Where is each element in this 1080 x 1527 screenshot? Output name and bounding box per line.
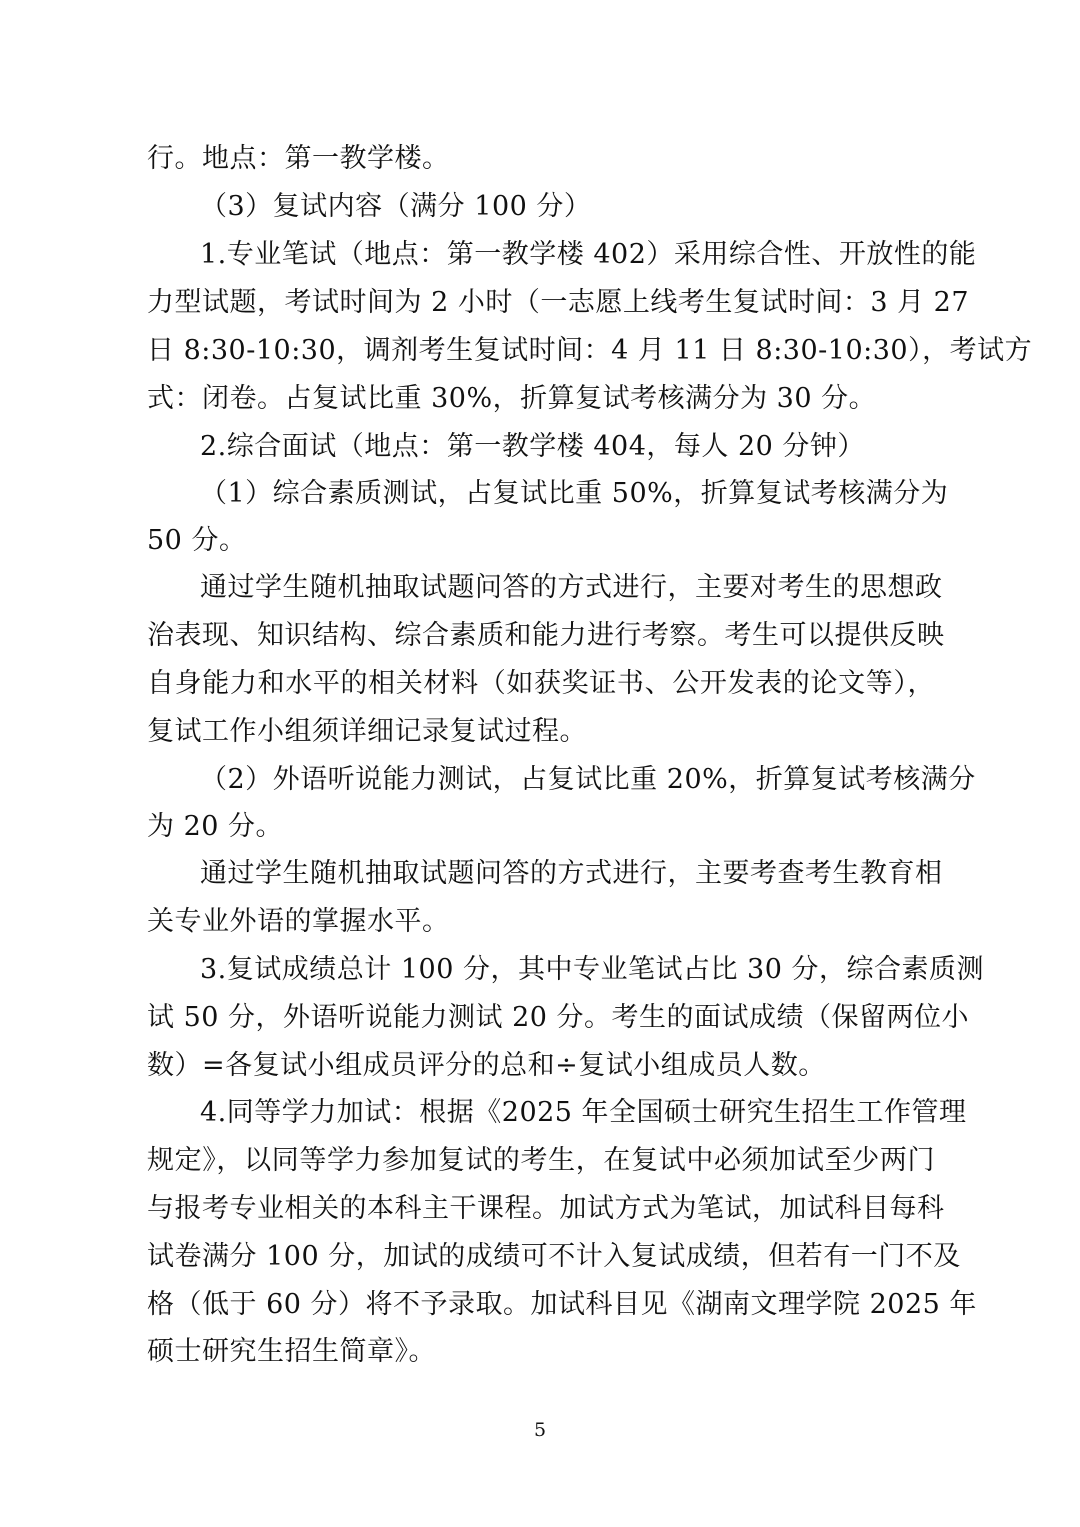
- text-line: 式：闭卷。占复试比重 30%，折算复试考核满分为 30 分。: [147, 383, 877, 414]
- text-line: 3.复试成绩总计 100 分，其中专业笔试占比 30 分，综合素质测: [200, 954, 984, 985]
- text-line: 行。地点：第一教学楼。: [147, 143, 450, 174]
- text-line: 4.同等学力加试：根据《2025 年全国硕士研究生招生工作管理: [200, 1097, 967, 1128]
- text-line: 与报考专业相关的本科主干课程。加试方式为笔试，加试科目每科: [147, 1193, 945, 1224]
- text-line: 日 8:30-10:30，调剂考生复试时间：4 月 11 日 8:30-10:30），考试方: [147, 335, 1033, 366]
- section-heading: （3）复试内容（满分 100 分）: [200, 191, 592, 222]
- text-line: 规定》，以同等学力参加复试的考生，在复试中必须加试至少两门: [147, 1145, 935, 1176]
- text-line: 自身能力和水平的相关材料（如获奖证书、公开发表的论文等），: [147, 668, 935, 699]
- text-line: （1）综合素质测试，占复试比重 50%，折算复试考核满分为: [200, 478, 949, 509]
- text-line: 关专业外语的掌握水平。: [147, 906, 450, 937]
- text-line: 治表现、知识结构、综合素质和能力进行考察。考生可以提供反映: [147, 620, 945, 651]
- page-number: 5: [533, 1419, 547, 1441]
- text-line: 通过学生随机抽取试题问答的方式进行，主要考查考生教育相: [200, 858, 943, 889]
- text-line: 硕士研究生招生简章》。: [147, 1336, 436, 1367]
- text-line: 2.综合面试（地点：第一教学楼 404，每人 20 分钟）: [200, 431, 865, 462]
- text-line: 通过学生随机抽取试题问答的方式进行，主要对考生的思想政: [200, 572, 943, 603]
- text-line: 力型试题，考试时间为 2 小时（一志愿上线考生复试时间：3 月 27: [147, 287, 970, 318]
- text-line: 试卷满分 100 分，加试的成绩可不计入复试成绩，但若有一门不及: [147, 1241, 961, 1272]
- text-line: （2）外语听说能力测试，占复试比重 20%，折算复试考核满分: [200, 764, 976, 795]
- text-line: 为 20 分。: [147, 811, 284, 842]
- text-line: 1.专业笔试（地点：第一教学楼 402）采用综合性、开放性的能: [200, 239, 977, 270]
- text-line: 复试工作小组须详细记录复试过程。: [147, 716, 587, 747]
- text-line: 格（低于 60 分）将不予录取。加试科目见《湖南文理学院 2025 年: [147, 1289, 977, 1320]
- text-line: 50 分。: [147, 525, 247, 556]
- text-line: 试 50 分，外语听说能力测试 20 分。考生的面试成绩（保留两位小: [147, 1002, 970, 1033]
- text-line: 数）=各复试小组成员评分的总和÷复试小组成员人数。: [147, 1050, 826, 1081]
